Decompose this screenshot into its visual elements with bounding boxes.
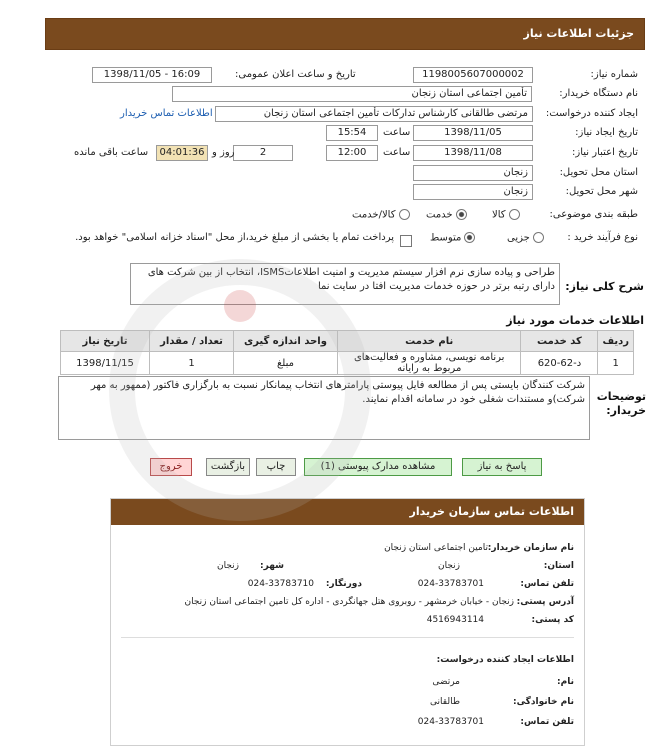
org-label: نام سازمان خریدار: [487,543,574,553]
col-code: کد خدمت [521,331,598,352]
postal-value-card: 4516943114 [426,615,484,625]
phone-label-card: تلفن تماس: [520,579,574,589]
province-label-card: استان: [543,561,574,571]
creator-field: مرتضی طالقانی کارشناس تدارکات تأمین اجتماعی استان زنجان [215,106,533,122]
creator-section-title: اطلاعات ایجاد کننده درخواست: [436,655,574,665]
attachments-button[interactable]: مشاهده مدارک پیوستی (1) [304,458,452,476]
buyer-notes-textarea[interactable] [58,376,590,440]
family-value-card: طالقانی [430,697,460,707]
divider [121,637,574,638]
col-unit: واحد اندازه گیری [234,331,338,352]
days-label: روز و [212,147,235,158]
radio-selected-icon[interactable] [464,232,475,243]
reply-button[interactable]: پاسخ به نیاز [462,458,542,476]
province-field: زنجان [413,165,533,181]
remaining-time: 04:01:36 [156,145,208,161]
process-option-minor[interactable]: جزیی [507,232,544,244]
description-text: طراحی و پیاده سازی نرم افزار سیستم مدیریت و امنیت اطلاعاتISMS، انتخاب از بین شرکت های دارای رتبه برتر در حوزه خدمات مدیریت افتا در سایت نما [147,267,555,292]
city-label-card: شهر: [260,561,284,571]
col-qty: تعداد / مقدار [150,331,234,352]
phone-value-card: 024-33783701 [417,579,484,589]
name-label-card: نام: [557,677,574,687]
buyer-org-field: تأمین اجتماعی استان زنجان [172,86,532,102]
create-date-field: 1398/11/05 [413,125,533,141]
cell-code: د-62-620 [521,352,598,375]
province-label: استان محل تحویل: [559,167,638,178]
need-number-field: 1198005607000002 [413,67,533,83]
validity-time-field: 12:00 [326,145,378,161]
cell-name: برنامه نویسی، مشاوره و فعالیت‌های مربوط به رایانه [338,352,521,375]
description-textarea[interactable] [130,263,560,305]
print-button[interactable]: چاپ [256,458,296,476]
validity-time-label: ساعت [383,147,411,158]
fax-label-card: دورنگار: [325,579,362,589]
cell-date: 1398/11/15 [61,352,150,375]
radio-icon[interactable] [533,232,544,243]
remaining-label: ساعت باقی مانده [74,147,149,158]
create-time-field: 15:54 [326,125,378,141]
contact-card [110,498,585,746]
city-field: زنجان [413,184,533,200]
radio-icon[interactable] [399,209,410,220]
city-value-card: زنجان [216,561,239,571]
services-header-row [61,331,634,352]
exit-button[interactable]: خروج [150,458,192,476]
cell-row: 1 [598,352,634,375]
org-value: تامین اجتماعی استان زنجان [384,543,488,553]
name-value-card: مرتضی [432,677,460,687]
validity-date-field: 1398/11/08 [413,145,533,161]
payment-checkbox[interactable] [400,230,412,249]
page-header [45,18,645,50]
creator-phone-value-card: 024-33783701 [417,717,484,727]
services-title: اطلاعات خدمات مورد نیاز [506,314,644,327]
category-option-goods[interactable]: کالا [492,209,520,221]
buyer-org-label: نام دستگاه خریدار: [559,88,638,99]
postal-label-card: کد پستی: [531,615,574,625]
process-label: نوع فرآیند خرید : [567,232,638,243]
radio-selected-icon[interactable] [456,209,467,220]
fax-value-card: 024-33783710 [247,579,314,589]
creator-phone-label-card: تلفن تماس: [520,717,574,727]
services-table [60,330,634,375]
address-value-card: زنجان - خیابان خرمشهر - روبروی هتل جهانگردی - اداره کل تامین اجتماعی استان زنجان [184,597,514,607]
announce-label: تاریخ و ساعت اعلان عمومی: [235,69,356,80]
category-label: طبقه بندی موضوعی: [549,209,638,220]
validity-label: تاریخ اعتبار نیاز: [572,147,638,158]
col-name: نام خدمت [338,331,521,352]
family-label-card: نام خانوادگی: [512,697,574,707]
city-label: شهر محل تحویل: [565,186,638,197]
category-option-both[interactable]: کالا/خدمت [352,209,410,221]
days-field: 2 [233,145,293,161]
address-label-card: آدرس پستی: [516,597,574,607]
buyer-contact-link[interactable]: اطلاعات تماس خریدار [120,108,213,119]
page-title: جزئیات اطلاعات نیاز [523,27,634,40]
process-option-medium[interactable]: متوسط [430,232,475,244]
description-label: شرح کلی نیاز: [565,280,644,293]
need-number-label: شماره نیاز: [590,69,638,80]
radio-icon[interactable] [509,209,520,220]
announce-field: 1398/11/05 - 16:09 [92,67,212,83]
buyer-notes-label: توضیحات خریدار: [596,390,646,417]
col-row: ردیف [598,331,634,352]
province-value-card: زنجان [437,561,460,571]
back-button[interactable]: بازگشت [206,458,250,476]
category-option-service[interactable]: خدمت [426,209,467,221]
payment-note: پرداخت تمام یا بخشی از مبلغ خرید،از محل "اسناد خزانه اسلامی" خواهد بود. [75,232,394,243]
checkbox-icon[interactable] [400,235,412,247]
cell-qty: 1 [150,352,234,375]
cell-unit: مبلغ [234,352,338,375]
table-row[interactable] [61,352,634,375]
contact-card-title: اطلاعات تماس سازمان خریدار [111,499,584,525]
creator-label: ایجاد کننده درخواست: [545,108,638,119]
create-time-label: ساعت [383,127,411,138]
col-date: تاریخ نیاز [61,331,150,352]
buyer-notes-text: شرکت کنندگان بایستی پس از مطالعه فایل پیوستی پارامترهای انتخاب پیمانکار نسبت به بارگزاری فاکتور (ممهور به مهر شرکت)و مستندات شغلی خود در سامانه اقدام نمایند. [90,380,585,405]
create-date-label: تاریخ ایجاد نیاز: [575,127,638,138]
